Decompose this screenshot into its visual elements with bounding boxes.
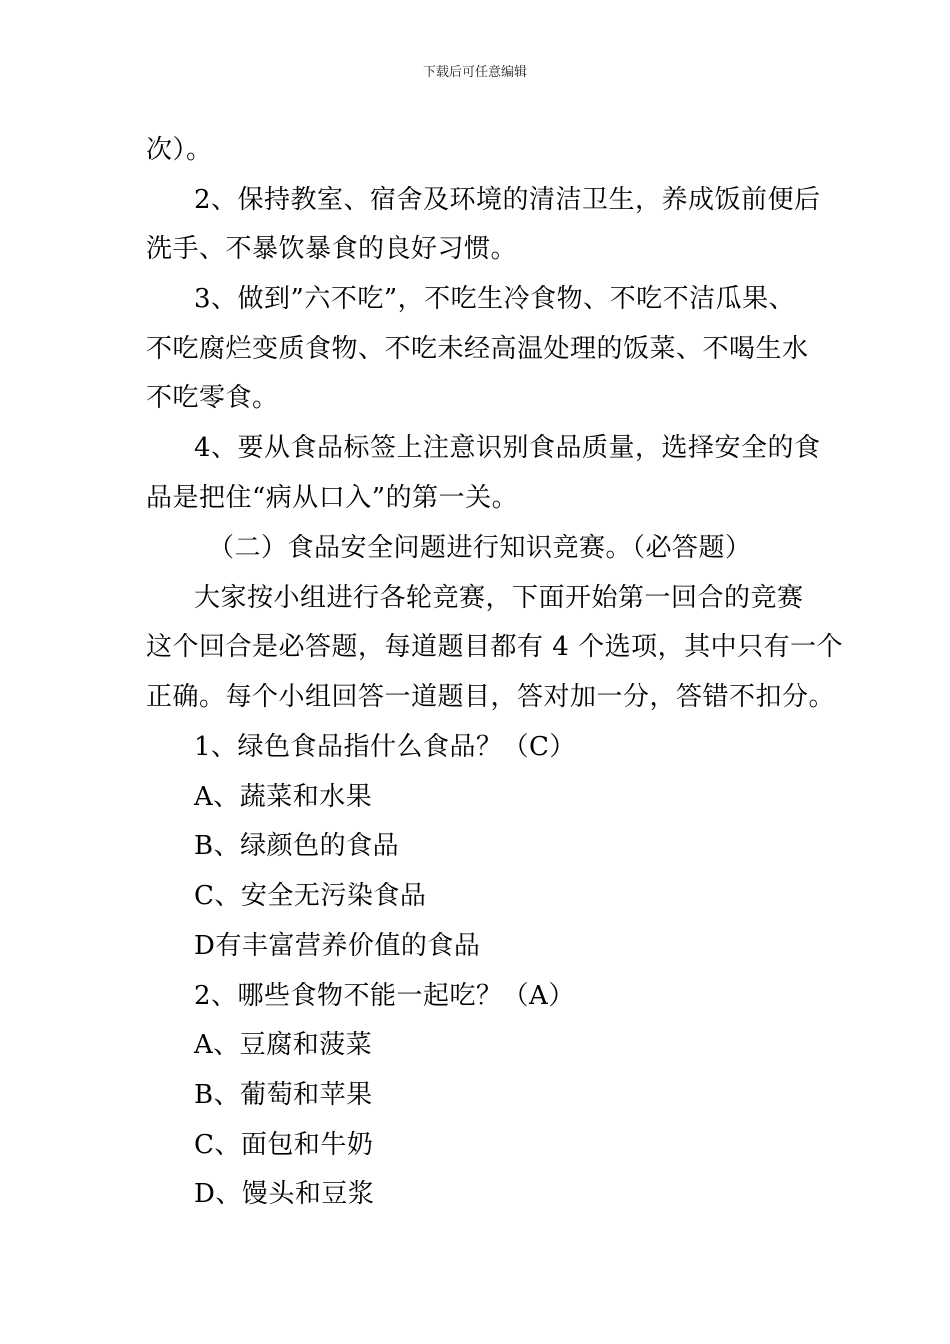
question-1: 1、绿色食品指什么食品？（C） [194,732,576,762]
section-heading: （二）食品安全问题进行知识竞赛。（必答题） [208,533,752,563]
question-1-option-c: C、安全无污染食品 [194,881,427,911]
question-1-option-b: B、绿颜色的食品 [194,831,400,861]
question-2-option-b: B、葡萄和苹果 [194,1080,373,1110]
paragraph-line: 品是把住“病从口入”的第一关。 [146,483,519,513]
paragraph-line: 3、做到”六不吃”，不吃生冷食物、不吃不洁瓜果、 [194,284,796,314]
paragraph-line: 4、要从食品标签上注意识别食品质量，选择安全的食 [194,433,821,463]
paragraph-line: 不吃腐烂变质食物、不吃未经高温处理的饭菜、不喝生水 [146,334,809,364]
question-2-option-d: D、馒头和豆浆 [194,1179,375,1209]
question-2: 2、哪些食物不能一起吃？（A） [194,981,575,1011]
question-1-option-a: A、蔬菜和水果 [194,782,373,812]
paragraph-line: 这个回合是必答题，每道题目都有 4 个选项，其中只有一个 [146,632,844,662]
paragraph-line: 洗手、不暴饮暴食的良好习惯。 [146,234,518,264]
paragraph-line: 次）。 [146,135,213,165]
paragraph-line: 大家按小组进行各轮竞赛，下面开始第一回合的竞赛 [194,583,804,613]
paragraph-line: 2、保持教室、宿舍及环境的清洁卫生，养成饭前便后 [194,185,821,215]
paragraph-line: 正确。每个小组回答一道题目，答对加一分，答错不扣分。 [146,682,836,712]
question-1-option-d: D有丰富营养价值的食品 [194,931,481,961]
question-2-option-c: C、面包和牛奶 [194,1130,374,1160]
paragraph-line: 不吃零食。 [146,383,279,413]
question-2-option-a: A、豆腐和菠菜 [194,1030,373,1060]
page-header: 下载后可任意编辑 [422,65,527,80]
